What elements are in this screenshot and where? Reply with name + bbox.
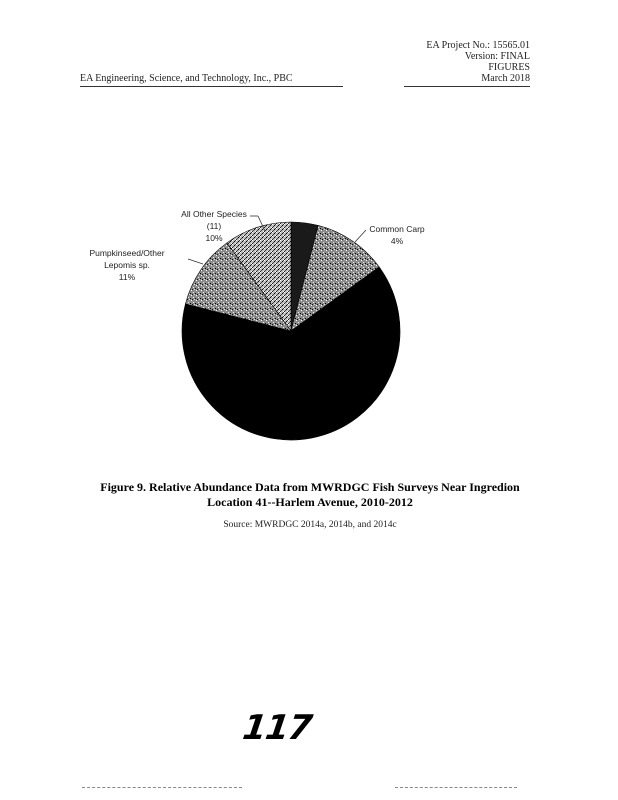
leader-line-carp: [355, 230, 366, 242]
label-pumpkinseed-percent: 11%: [118, 272, 136, 282]
figure-source: Source: MWRDGC 2014a, 2014b, and 2014c: [223, 520, 397, 530]
version: Version: FINAL: [464, 51, 530, 62]
section-label: FIGURES: [488, 62, 530, 73]
report-date: March 2018: [481, 73, 530, 84]
label-carp-name: Common Carp: [369, 224, 425, 234]
label-other-count: (11): [206, 221, 222, 231]
leader-line-pumpkinseed: [188, 259, 203, 264]
caption-line-1: Figure 9. Relative Abundance Data from MWRDGC Fish Surveys Near Ingredion: [100, 480, 520, 494]
label-pumpkinseed-name-2: Lepomis sp.: [104, 260, 150, 270]
footer-mark-right: [395, 787, 517, 788]
footer-mark-left: [82, 787, 242, 788]
label-other-percent: 10%: [205, 233, 223, 243]
handwritten-page-number: 117: [240, 708, 314, 748]
company-name: EA Engineering, Science, and Technology, Inc., PBC: [80, 73, 293, 84]
label-pumpkinseed-name: Pumpkinseed/Other: [89, 248, 165, 258]
project-number: EA Project No.: 15565.01: [426, 40, 530, 51]
figure-caption: [60, 480, 560, 510]
caption-line-2: Location 41--Harlem Avenue, 2010-2012: [207, 495, 413, 509]
label-other-name: All Other Species: [181, 209, 247, 219]
label-carp-percent: 4%: [390, 236, 404, 246]
